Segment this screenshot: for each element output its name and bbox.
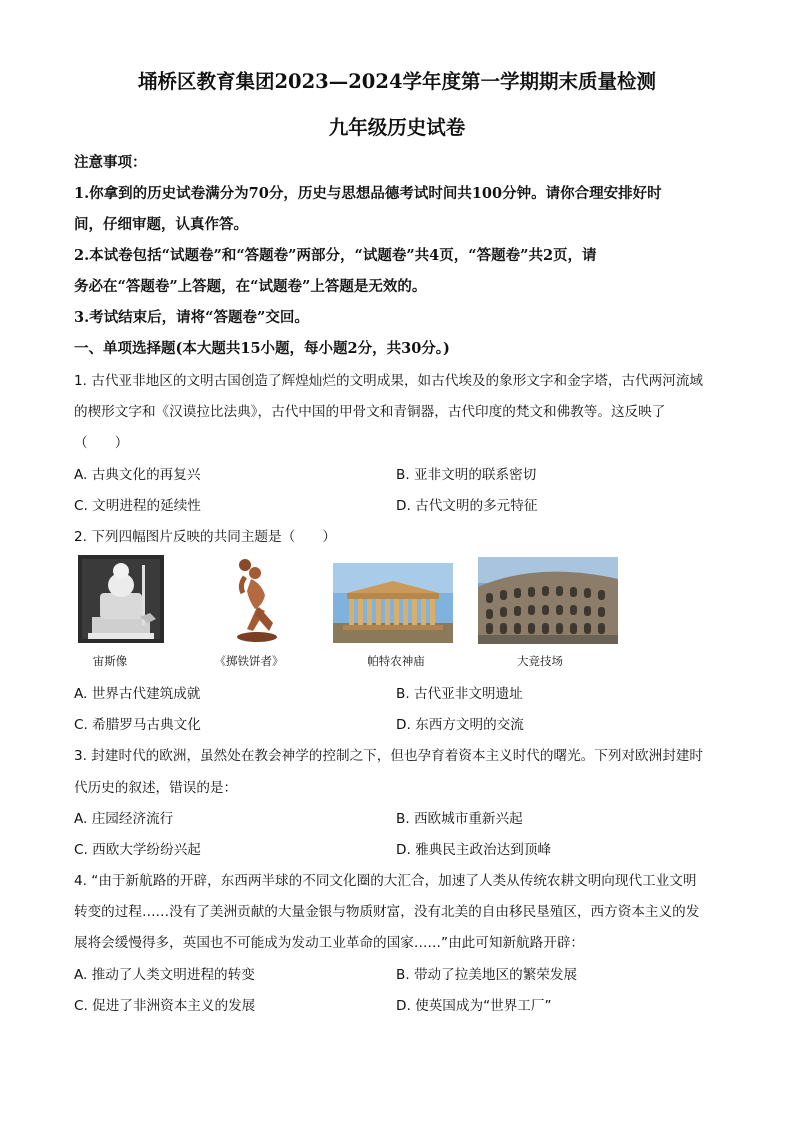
discobolus-caption: 《掷铁饼者》 xyxy=(214,654,284,668)
question-4-option-b: B. 带动了拉美地区的繁荣发展 xyxy=(396,967,578,983)
parthenon-image xyxy=(333,563,453,643)
question-2-option-c: C. 希腊罗马古典文化 xyxy=(74,717,201,733)
question-3-option-b: B. 西欧城市重新兴起 xyxy=(396,811,523,827)
notes-heading: 注意事项： xyxy=(74,154,147,171)
question-1-stem-line-1: 1. 古代亚非地区的文明古国创造了辉煌灿烂的文明成果，如古代埃及的象形文字和金字塔，古代两河流域 xyxy=(74,373,704,389)
question-1-stem-line-3: （ ） xyxy=(74,435,129,451)
question-4-stem-line-2: 转变的过程……没有了美洲贡献的大量金银与物质财富，没有北美的自由移民垦殖区，西方资本主义的发 xyxy=(74,904,700,920)
zeus-caption: 宙斯像 xyxy=(92,654,128,668)
discobolus-statue-image xyxy=(225,557,289,644)
question-4-option-a: A. 推动了人类文明进程的转变 xyxy=(74,967,255,983)
note-1-line-2: 间，仔细审题，认真作答。 xyxy=(74,216,248,233)
parthenon-caption: 帕特农神庙 xyxy=(367,654,425,668)
question-4-stem-line-1: 4. “由于新航路的开辟，东西两半球的不同文化圈的大汇合，加速了人类从传统农耕文明向现代工业文明 xyxy=(74,873,697,889)
question-1-stem-line-2: 的楔形文字和《汉谟拉比法典》，古代中国的甲骨文和青铜器，古代印度的梵文和佛教等。这反映了 xyxy=(74,404,666,420)
colosseum-image xyxy=(478,557,618,644)
question-1-option-c: C. 文明进程的延续性 xyxy=(74,498,201,514)
question-3-stem-line-2: 代历史的叙述，错误的是： xyxy=(74,780,238,796)
note-3: 3.考试结束后，请将“答题卷”交回。 xyxy=(74,309,309,326)
note-2-line-1: 2.本试卷包括“试题卷”和“答题卷”两部分，“试题卷”共4页，“答题卷”共2页，请 xyxy=(74,247,597,264)
question-2-option-a: A. 世界古代建筑成就 xyxy=(74,686,201,702)
question-3-stem-line-1: 3. 封建时代的欧洲，虽然处在教会神学的控制之下，但也孕育着资本主义时代的曙光。下列对欧洲封建时 xyxy=(74,748,704,764)
note-2-line-2: 务必在“答题卷”上答题，在“试题卷”上答题是无效的。 xyxy=(74,278,427,295)
section-heading: 一、单项选择题(本大题共15小题，每小题2分，共30分。) xyxy=(74,340,450,357)
exam-subtitle: 九年级历史试卷 xyxy=(328,116,466,139)
question-4-option-c: C. 促进了非洲资本主义的发展 xyxy=(74,998,256,1014)
note-1-line-1: 1.你拿到的历史试卷满分为70分，历史与思想品德考试时间共100分钟。请你合理安排好时 xyxy=(74,185,662,202)
question-3-option-d: D. 雅典民主政治达到顶峰 xyxy=(396,842,552,858)
question-2-option-d: D. 东西方文明的交流 xyxy=(396,717,524,733)
zeus-statue-image xyxy=(78,555,164,643)
question-1-option-d: D. 古代文明的多元特征 xyxy=(396,498,538,514)
question-2-stem: 2. 下列四幅图片反映的共同主题是（ ） xyxy=(74,529,336,545)
question-3-option-a: A. 庄园经济流行 xyxy=(74,811,174,827)
question-1-option-b: B. 亚非文明的联系密切 xyxy=(396,467,537,483)
question-1-option-a: A. 古典文化的再复兴 xyxy=(74,467,201,483)
question-3-option-c: C. 西欧大学纷纷兴起 xyxy=(74,842,201,858)
question-2-option-b: B. 古代亚非文明遗址 xyxy=(396,686,523,702)
question-4-stem-line-3: 展将会缓慢得多，英国也不可能成为发动工业革命的国家……”由此可知新航路开辟： xyxy=(74,935,585,951)
colosseum-caption: 大竞技场 xyxy=(517,654,563,668)
exam-title: 埇桥区教育集团2023—2024学年度第一学期期末质量检测 xyxy=(137,70,657,93)
question-4-option-d: D. 使英国成为“世界工厂” xyxy=(396,998,552,1014)
